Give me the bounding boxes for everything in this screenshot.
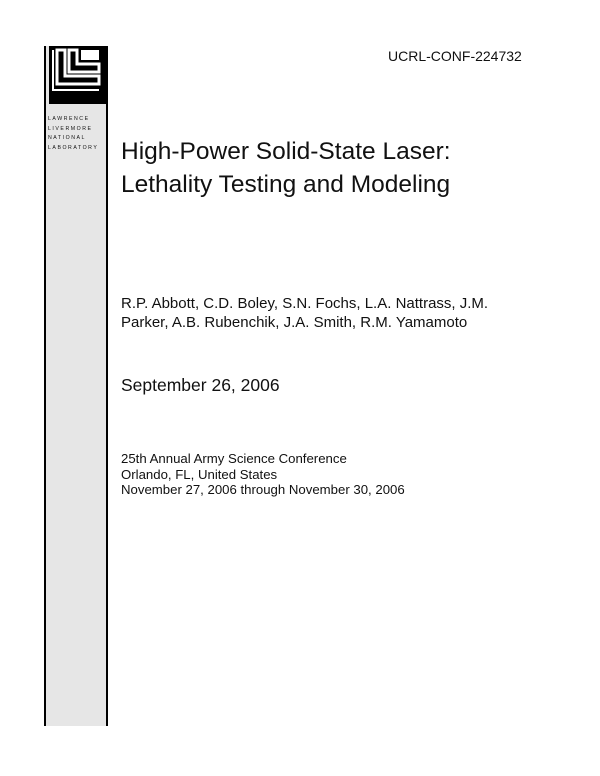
conference-name: 25th Annual Army Science Conference	[121, 451, 347, 466]
author-line: R.P. Abbott, C.D. Boley, S.N. Fochs, L.A. Nattrass, J.M.	[121, 295, 489, 312]
conference-location: Orlando, FL, United States	[121, 466, 278, 482]
institution-name-line: LAWRENCE	[48, 116, 90, 122]
institution-name-line: LIVERMORE	[48, 125, 93, 132]
llnl-logo-icon	[49, 46, 107, 104]
document-title	[121, 135, 581, 201]
institution-name-line: NATIONAL	[48, 135, 86, 142]
title-line: High-Power Solid-State Laser:	[121, 138, 451, 165]
institution-name-line: LABORATORY	[48, 144, 99, 151]
conference-info	[121, 451, 541, 498]
author-list	[121, 295, 561, 332]
report-number: UCRL-CONF-224732	[388, 48, 522, 64]
document-date: September 26, 2006	[121, 375, 280, 395]
title-line: Lethality Testing and Modeling	[121, 171, 451, 198]
institution-name	[48, 115, 108, 153]
author-line: Parker, A.B. Rubenchik, J.A. Smith, R.M. Yamamoto	[121, 313, 468, 331]
conference-dates: November 27, 2006 through November 30, 2006	[121, 482, 405, 498]
